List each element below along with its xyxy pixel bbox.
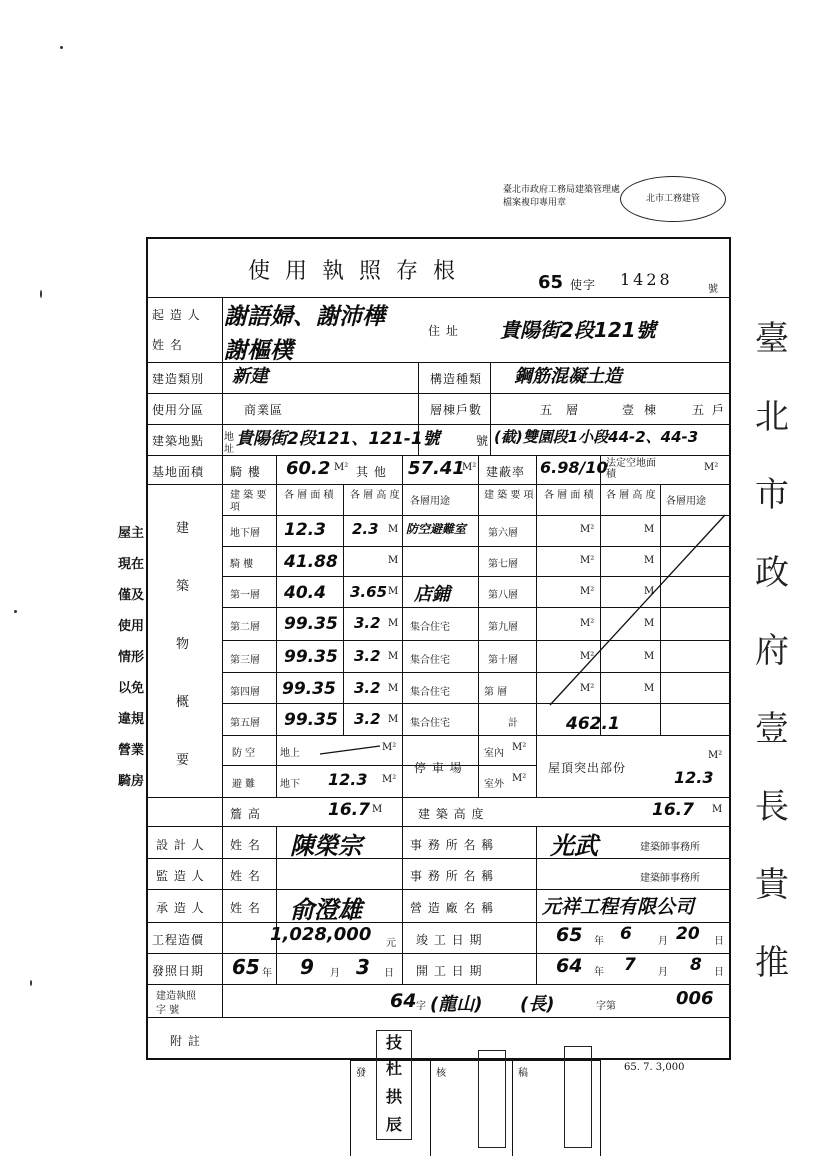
form-code: 65. 7. 3,000: [624, 1062, 685, 1073]
zone-value: 商業區: [244, 403, 284, 417]
left-note: [118, 518, 144, 797]
label-designer: 設 計 人: [156, 838, 205, 852]
above-unit: M²: [382, 742, 397, 753]
floor-label-2: 第二層: [230, 622, 260, 633]
col-item-left: 建 築 要 項: [230, 490, 267, 513]
label-contractor-name: 姓 名: [230, 901, 261, 915]
side-char-5: 要: [176, 753, 191, 768]
archive-seal: [620, 176, 726, 222]
label-base-area: 基地面積: [152, 465, 205, 479]
completion-day: 20: [676, 924, 700, 944]
label-builder-2: 姓 名: [152, 338, 183, 352]
f3-use: 集合住宅: [410, 655, 450, 666]
f9-height-unit: M: [644, 618, 655, 629]
col-height-left: 各 層 高 度: [350, 490, 400, 501]
floor-label-3: 第三層: [230, 655, 260, 666]
building-height-unit: M: [712, 804, 723, 815]
build-permit-number: 006: [676, 988, 714, 1009]
bottom-strip-right: [600, 1060, 601, 1156]
label-arcade: 騎 樓: [230, 465, 261, 479]
arcade-area: 60.2: [286, 458, 331, 479]
right-margin-3: 市: [755, 475, 789, 515]
label-category: 建造類別: [152, 372, 205, 386]
issue-year: 65: [232, 955, 260, 979]
bottom-strip-div2: [512, 1060, 513, 1156]
floor-label-6: 第六層: [488, 528, 518, 539]
bottom-strip-left: [350, 1060, 351, 1156]
floor-label-7: 第七層: [488, 559, 518, 570]
rule-23: [146, 1017, 731, 1018]
rule-20: [146, 922, 731, 923]
start-day-unit: 日: [714, 967, 724, 978]
designer-office-suffix: 建築師事務所: [640, 842, 700, 853]
label-supervisor-name: 姓 名: [230, 869, 261, 883]
scan-speck: [40, 290, 42, 298]
completion-month-unit: 月: [658, 936, 668, 947]
archive-stamp-line2: 檔案複印專用章: [503, 198, 567, 208]
f10-height-unit: M: [644, 651, 655, 662]
indoor-unit: M²: [512, 742, 527, 753]
issue-month-unit: 月: [330, 968, 340, 979]
rule-6: [146, 484, 731, 485]
buildings-unit: 棟: [644, 403, 658, 417]
structure-value: 鋼筋混凝土造: [514, 366, 622, 387]
right-margin-4: 政: [755, 553, 789, 593]
approval-stamp-3: [564, 1046, 592, 1148]
rule-21: [146, 953, 731, 954]
scan-speck: [14, 610, 17, 613]
designer-office: 光武: [550, 832, 598, 860]
f1-use: 店鋪: [414, 584, 450, 605]
rule-16: [146, 797, 731, 798]
label-evac: 避 難: [232, 779, 256, 790]
side-char-2: 築: [176, 579, 191, 594]
label-structure: 構造種類: [430, 372, 483, 386]
approval-stamp-1: [376, 1030, 412, 1140]
col-e: [343, 484, 344, 735]
left-note-1: 屋主: [118, 526, 145, 541]
buildings-value: 壹: [622, 403, 636, 417]
approval-stamp-1-head: 技: [385, 1033, 402, 1052]
label-building-height: 建 築 高 度: [418, 807, 485, 821]
issue-month: 9: [300, 955, 314, 979]
label-cost: 工程造價: [152, 933, 205, 947]
label-address: 住 址: [428, 324, 459, 338]
permit-year: 65: [538, 272, 564, 293]
rule-19: [146, 889, 731, 890]
floor-label-10: 第十層: [488, 655, 518, 666]
f10-area-unit: M²: [580, 651, 595, 662]
label-above: 地上: [280, 748, 300, 759]
basement-height-unit: M: [388, 524, 399, 535]
f2-area: 99.35: [284, 614, 338, 634]
rule-17: [146, 826, 731, 827]
scan-speck: [30, 980, 32, 986]
households-unit: 戶: [712, 403, 726, 417]
f2-height: 3.2: [354, 614, 381, 632]
label-legal-open: 法定空地面積: [606, 458, 656, 480]
arcade-row-area: 41.88: [284, 552, 338, 572]
label-builder-1: 起 造 人: [152, 308, 201, 322]
start-day: 8: [690, 955, 702, 975]
right-margin-8: 貴: [755, 865, 789, 905]
archive-seal-text: 北市工務建管: [645, 194, 700, 204]
floor-label-4: 第四層: [230, 687, 260, 698]
f5-area: 99.35: [284, 710, 338, 730]
start-year: 64: [556, 955, 583, 977]
col-height-right: 各 層 高 度: [606, 490, 656, 501]
left-note-7: 違規: [118, 712, 145, 727]
supervisor-office-suffix: 建築師事務所: [640, 873, 700, 884]
archive-stamp-line1: 臺北市政府工務局建築管理處: [503, 185, 621, 195]
floor-label-1: 第一層: [230, 590, 260, 601]
cost-unit: 元: [386, 938, 396, 949]
label-side-column: [176, 500, 190, 790]
legal-open-unit: M²: [704, 462, 719, 473]
build-permit-type: (長): [520, 994, 555, 1015]
left-note-4: 使用: [118, 619, 145, 634]
start-year-unit: 年: [594, 967, 604, 978]
site-value: 貴陽街2段121、121-1號: [236, 429, 440, 449]
bottom-cell-3: 稿: [518, 1068, 528, 1079]
right-margin-6: 壹: [755, 709, 789, 749]
f6-area-unit: M²: [580, 524, 595, 535]
build-permit-di: 字第: [596, 1001, 616, 1012]
f7-height-unit: M: [644, 555, 655, 566]
build-permit-year: 64: [390, 990, 417, 1012]
side-char-3: 物: [176, 637, 191, 652]
issue-day-unit: 日: [384, 968, 394, 979]
col-area-left: 各 層 面 積: [284, 490, 334, 501]
other-area: 57.41: [408, 458, 465, 479]
rule-15: [222, 765, 536, 766]
label-eave-height: 簷 高: [230, 807, 261, 821]
arcade-area-unit: M²: [334, 462, 349, 473]
label-outdoor: 室外: [484, 779, 504, 790]
label-issue: 發照日期: [152, 964, 205, 978]
f5-height-unit: M: [388, 714, 399, 725]
building-height: 16.7: [652, 800, 694, 820]
f8-area-unit: M²: [580, 586, 595, 597]
label-site-1: 地: [224, 432, 234, 443]
label-zone: 使用分區: [152, 403, 205, 417]
coverage-value: 6.98/10: [540, 458, 608, 477]
label-build-permit-1: 建造執照: [156, 991, 196, 1002]
col-use-right: 各層用途: [666, 496, 706, 507]
builder-names-1: 謝語婦、謝沛樺: [224, 304, 385, 330]
col-g: [478, 455, 479, 797]
right-margin-7: 長: [755, 787, 789, 827]
col-item-right: 建 築 要 項: [484, 490, 534, 501]
col-k: [276, 826, 277, 984]
right-margin-2: 北: [755, 397, 789, 437]
col-m: [536, 826, 537, 984]
households-value: 五: [692, 403, 706, 417]
label-floors-units: 層棟戶數: [430, 403, 483, 417]
f7-area-unit: M²: [580, 555, 595, 566]
side-char-1: 建: [176, 521, 191, 536]
permit-suffix: 號: [708, 284, 718, 295]
issue-day: 3: [356, 955, 370, 979]
eave-height-unit: M: [372, 804, 383, 815]
other-area-unit: M²: [462, 462, 477, 473]
f4-height-unit: M: [388, 683, 399, 694]
label-roof-projection: 屋頂突出部份: [548, 761, 627, 775]
roof-projection-unit: M²: [708, 750, 723, 761]
f4-use: 集合住宅: [410, 687, 450, 698]
f1-height: 3.65: [350, 583, 388, 601]
roof-projection: 12.3: [674, 768, 714, 787]
floors-value: 五: [540, 403, 554, 417]
f2-use: 集合住宅: [410, 622, 450, 633]
fx-height-unit: M: [644, 683, 655, 694]
completion-year: 65: [556, 924, 583, 946]
label-parking: 停 車 場: [414, 761, 463, 775]
label-site-2: 址: [224, 444, 234, 455]
label-designer-office: 事 務 所 名 稱: [410, 838, 495, 852]
rule-14: [222, 735, 731, 736]
void-strike-line: [540, 510, 730, 710]
floor-label-5: 第五層: [230, 718, 260, 729]
fx-area-unit: M²: [580, 683, 595, 694]
approval-stamp-2: [478, 1050, 506, 1148]
label-build-permit-2: 字 號: [156, 1005, 180, 1016]
label-total: 計: [508, 718, 518, 729]
archive-stamp-text: [503, 182, 621, 208]
left-note-5: 情形: [118, 650, 145, 665]
shelter-below: 12.3: [328, 770, 368, 789]
bottom-strip-div1: [430, 1060, 431, 1156]
build-permit-district: (龍山): [430, 994, 483, 1015]
label-remarks: 附 註: [170, 1034, 201, 1048]
label-designer-name: 姓 名: [230, 838, 261, 852]
right-margin-9: 推: [755, 943, 789, 983]
arcade-row-unit: M: [388, 555, 399, 566]
f5-height: 3.2: [354, 710, 381, 728]
left-note-3: 僅及: [118, 588, 145, 603]
col-c: [490, 362, 491, 455]
f2-height-unit: M: [388, 618, 399, 629]
side-char-4: 概: [176, 695, 191, 710]
label-completion: 竣 工 日 期: [416, 933, 483, 947]
rule-3: [146, 393, 731, 394]
col-f: [402, 455, 403, 858]
outdoor-unit: M²: [512, 773, 527, 784]
cost-value: 1,028,000: [270, 924, 372, 945]
rule-22: [146, 984, 731, 985]
right-margin-text: [752, 300, 792, 1002]
col-d: [276, 455, 277, 797]
floor-label-arcade: 騎 樓: [230, 559, 254, 570]
designer-name: 陳榮宗: [290, 832, 362, 860]
col-area-right: 各 層 面 積: [544, 490, 594, 501]
label-below: 地下: [280, 779, 300, 790]
label-other: 其 他: [356, 465, 387, 479]
label-coverage: 建蔽率: [486, 465, 526, 479]
basement-height: 2.3: [352, 520, 379, 538]
contractor-company: 元祥工程有限公司: [542, 896, 695, 918]
floor-label-9: 第九層: [488, 622, 518, 633]
label-contractor: 承 造 人: [156, 901, 205, 915]
category-value: 新建: [232, 366, 268, 387]
col-use-left: 各層用途: [410, 496, 450, 507]
completion-year-unit: 年: [594, 936, 604, 947]
below-unit: M²: [382, 774, 397, 785]
f1-area: 40.4: [284, 583, 326, 603]
eave-height: 16.7: [328, 800, 370, 820]
right-margin-1: 臺: [755, 319, 789, 359]
label-indoor: 室內: [484, 748, 504, 759]
label-shelter: 防 空: [232, 748, 256, 759]
floor-label-extra: 第 層: [484, 687, 508, 698]
floor-label-basement: 地下層: [230, 528, 260, 539]
col-l: [402, 858, 403, 984]
bottom-cell-1: 發: [356, 1068, 366, 1079]
f6-height-unit: M: [644, 524, 655, 535]
start-month: 7: [624, 955, 636, 975]
f4-height: 3.2: [354, 679, 381, 697]
form-title: 使 用 執 照 存 根: [248, 259, 459, 284]
builder-address: 貴陽街2段121號: [500, 318, 656, 342]
builder-names-2: 謝樞樸: [224, 338, 293, 364]
above-dash: [318, 744, 382, 756]
f5-use: 集合住宅: [410, 718, 450, 729]
approval-stamp-1-body: 杜拱辰: [385, 1059, 402, 1134]
label-supervisor-office: 事 務 所 名 稱: [410, 869, 495, 883]
contractor-name: 俞澄雄: [290, 896, 362, 924]
permit-word: 使字: [570, 278, 597, 292]
label-contractor-company: 營 造 廠 名 稱: [410, 901, 495, 915]
left-note-6: 以免: [118, 681, 145, 696]
col-a: [222, 297, 223, 1017]
basement-area: 12.3: [284, 520, 326, 540]
f4-area: 99.35: [282, 679, 336, 699]
col-h: [536, 455, 537, 797]
f1-height-unit: M: [388, 586, 399, 597]
label-site: 建築地點: [152, 434, 205, 448]
bottom-cell-2: 核: [436, 1068, 446, 1079]
rule-18: [146, 858, 731, 859]
left-note-9: 騎房: [118, 774, 145, 789]
completion-day-unit: 日: [714, 936, 724, 947]
floors-unit: 層: [566, 403, 580, 417]
left-note-2: 現在: [118, 557, 145, 572]
lot-value: (截)雙園段1小段44-2、44-3: [494, 428, 699, 446]
completion-month: 6: [620, 924, 632, 944]
f8-height-unit: M: [644, 586, 655, 597]
permit-number: 1428: [620, 270, 673, 289]
left-note-8: 營業: [118, 743, 145, 758]
scan-speck: [60, 46, 63, 49]
right-margin-5: 府: [755, 631, 789, 671]
f3-height: 3.2: [354, 647, 381, 665]
start-month-unit: 月: [658, 967, 668, 978]
label-supervisor: 監 造 人: [156, 869, 205, 883]
issue-year-unit: 年: [262, 968, 272, 979]
build-permit-word: 字: [416, 1001, 426, 1012]
floor-label-8: 第八層: [488, 590, 518, 601]
f9-area-unit: M²: [580, 618, 595, 629]
label-start: 開 工 日 期: [416, 964, 483, 978]
total-area: 462.1: [566, 714, 620, 734]
basement-use: 防空避難室: [406, 522, 467, 536]
rule-5: [146, 455, 731, 456]
f3-area: 99.35: [284, 647, 338, 667]
label-lot: 號: [476, 434, 490, 448]
f3-height-unit: M: [388, 651, 399, 662]
